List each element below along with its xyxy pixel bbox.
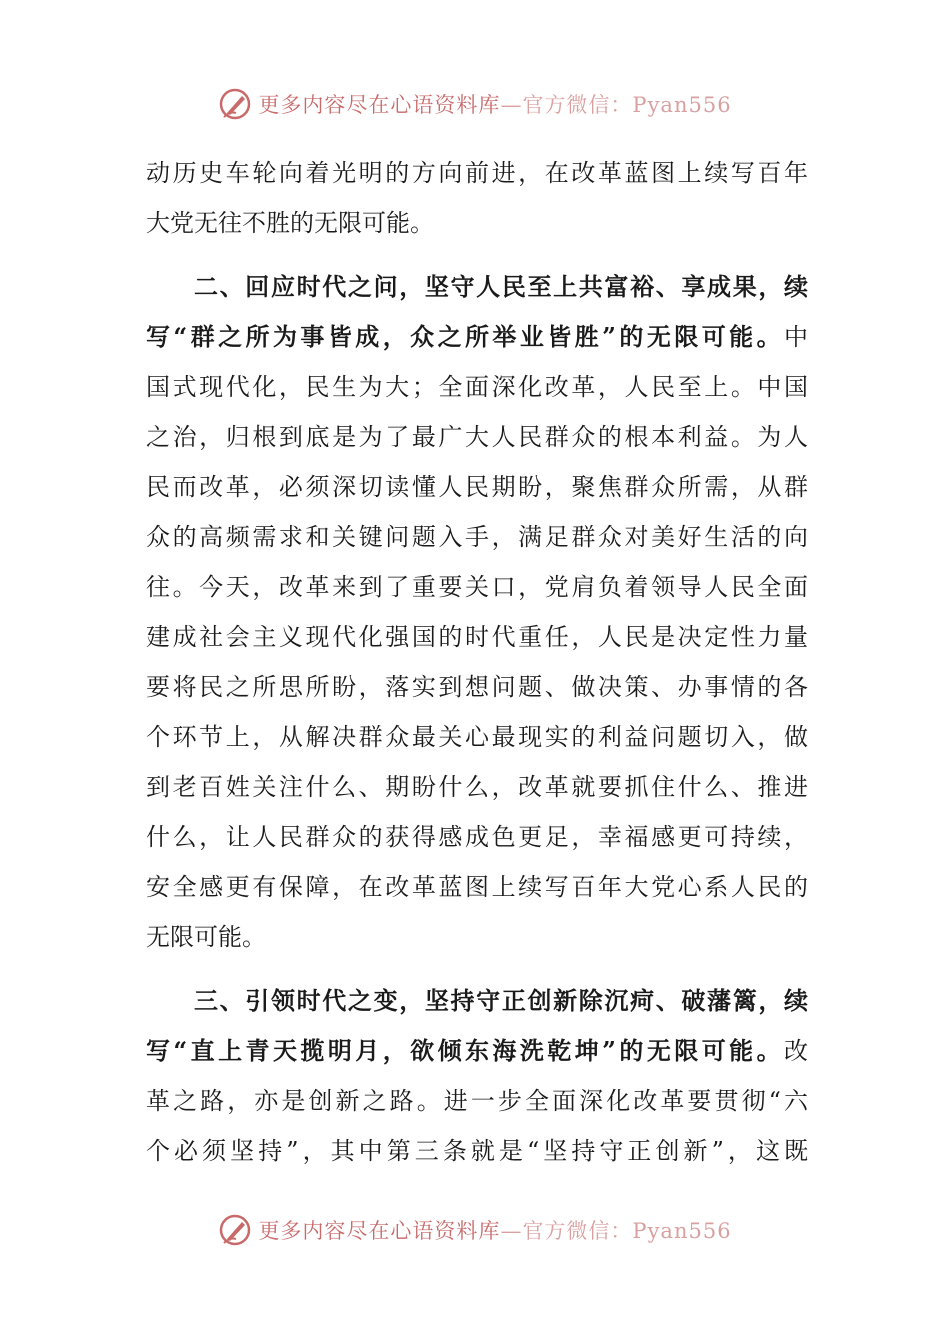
watermark-banner-bottom [0,1210,950,1250]
paragraph-2-line-7: 要将民之所思所盼，落实到想问题、做决策、办事情的各 [146,673,808,701]
pen-logo-icon [218,87,252,121]
paragraph-3-line-1: 革之路，亦是创新之路。进一步全面深化改革要贯彻“六 [146,1087,808,1115]
paragraph-2-line-8: 个环节上，从解决群众最关心最现实的利益问题切入，做 [146,723,808,751]
paragraph-2-line-9: 到老百姓关注什么、期盼什么，改革就要抓住什么、推进 [146,773,808,801]
paragraph-2-line-11: 安全感更有保障，在改革蓝图上续写百年大党心系人民的 [146,873,808,901]
paragraph-2-line-3: 民而改革，必须深切读懂人民期盼，聚焦群众所需，从群 [146,473,808,501]
watermark-text: 更多内容尽在心语资料库—官方微信：Pyan556 [258,93,732,117]
paragraph-2-line-10: 什么，让人民群众的获得感成色更足，幸福感更可持续， [146,823,808,851]
paragraph-2-line-5: 往。今天，改革来到了重要关口，党肩负着领导人民全面 [146,573,808,601]
document-body [146,148,808,1176]
watermark-text: 更多内容尽在心语资料库—官方微信：Pyan556 [258,1219,732,1243]
paragraph-2-line-6: 建成社会主义现代化强国的时代重任，人民是决定性力量 [146,623,808,651]
paragraph-1-line-1: 动历史车轮向着光明的方向前进，在改革蓝图上续写百年 [146,159,808,187]
section-2-heading-line-1: 二、回应时代之问，坚守人民至上共富裕、享成果，续 [194,272,808,301]
section-3-heading-line-1: 三、引领时代之变，坚持守正创新除沉疴、破藩篱，续 [194,986,808,1015]
watermark-banner-top [0,84,950,124]
paragraph-2-line-4: 众的高频需求和关键问题入手，满足群众对美好生活的向 [146,523,808,551]
section-2-heading-line-2: 写“群之所为事皆成，众之所举业皆胜”的无限可能。中 [146,322,808,351]
paragraph-2-line-2: 之治，归根到底是为了最广大人民群众的根本利益。为人 [146,423,808,451]
pen-logo-icon [218,1213,252,1247]
paragraph-1-line-2: 大党无往不胜的无限可能。 [146,209,434,237]
section-3-heading-line-2: 写“直上青天揽明月，欲倾东海洗乾坤”的无限可能。改 [146,1036,808,1065]
paragraph-2-line-12: 无限可能。 [146,923,266,951]
paragraph-3-line-2: 个必须坚持”，其中第三条就是“坚持守正创新”，这既 [146,1137,808,1165]
paragraph-2-line-1: 国式现代化，民生为大；全面深化改革，人民至上。中国 [146,373,808,401]
